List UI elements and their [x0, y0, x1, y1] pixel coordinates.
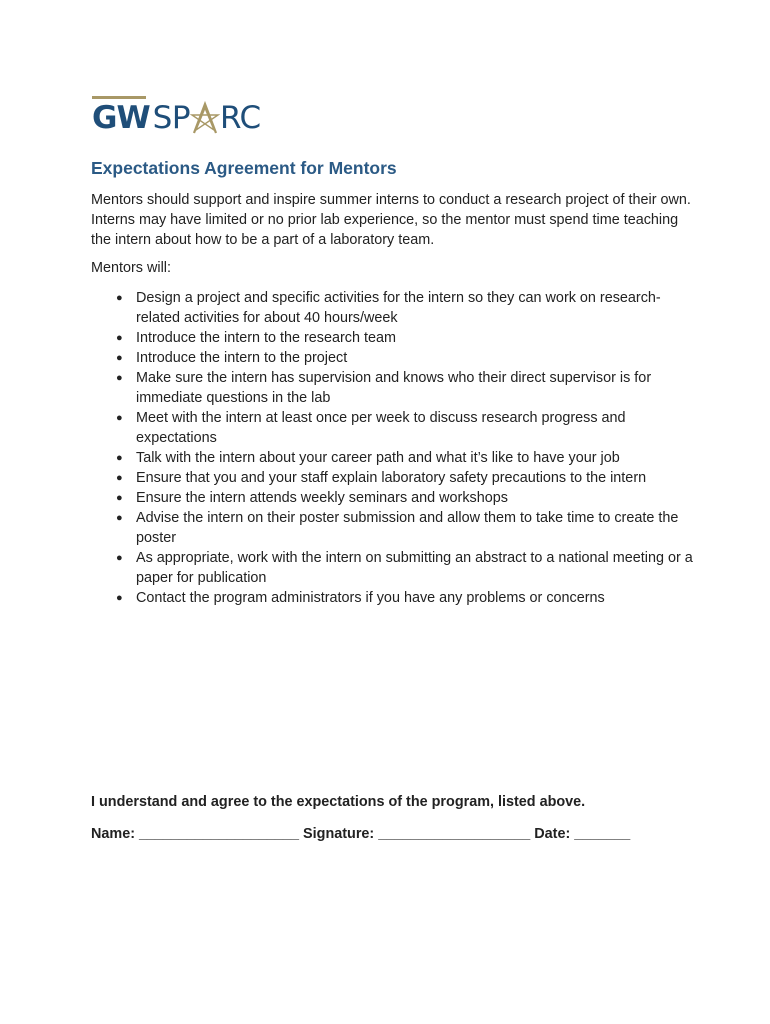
- bullet-icon: ●: [116, 592, 123, 604]
- list-item: [91, 328, 701, 348]
- list-item: [91, 368, 701, 408]
- bullet-icon: ●: [116, 292, 123, 304]
- agreement-statement: I understand and agree to the expectations of the program, listed above.: [91, 794, 586, 810]
- logo-sp-text: SP: [152, 100, 191, 136]
- list-item: [91, 408, 701, 448]
- list-item-text: Ensure the intern attends weekly seminars and workshops: [136, 490, 508, 506]
- expectations-list: [91, 288, 701, 608]
- bullet-icon: ●: [116, 472, 123, 484]
- list-item: [91, 448, 701, 468]
- signature-fields[interactable]: Name: ____________________ Signature: ___________________ Date: _______: [91, 826, 631, 842]
- list-item: [91, 488, 701, 508]
- bullet-icon: ●: [116, 352, 123, 364]
- list-item-text: Introduce the intern to the research team: [136, 330, 396, 346]
- list-item: [91, 508, 701, 548]
- list-item-text: Talk with the intern about your career path and what it’s like to have your job: [136, 450, 620, 466]
- list-item: [91, 348, 701, 368]
- list-item-text: Meet with the intern at least once per week to discuss research progress and expectations: [136, 410, 626, 446]
- list-item-text: Introduce the intern to the project: [136, 350, 348, 366]
- list-item: [91, 468, 701, 488]
- logo-wordmark: [92, 100, 261, 136]
- list-item: [91, 588, 701, 608]
- list-item-text: Contact the program administrators if you have any problems or concerns: [136, 590, 605, 606]
- logo-accent-bar: [92, 96, 146, 99]
- list-item-text: Design a project and specific activities for the intern so they can work on research-related activities for about 40 hours/week: [136, 290, 661, 326]
- list-item-text: Make sure the intern has supervision and knows who their direct supervisor is for immediate questions in the lab: [136, 370, 652, 406]
- bullet-icon: ●: [116, 512, 123, 524]
- mentors-will-heading: Mentors will:: [91, 260, 171, 276]
- page-title: Expectations Agreement for Mentors: [91, 158, 397, 178]
- logo-gw-text: GW: [92, 100, 150, 136]
- list-item-text: As appropriate, work with the intern on submitting an abstract to a national meeting or a paper for publication: [136, 550, 693, 586]
- bullet-icon: ●: [116, 492, 123, 504]
- bullet-icon: ●: [116, 332, 123, 344]
- list-item-text: Ensure that you and your staff explain laboratory safety precautions to the intern: [136, 470, 647, 486]
- gw-sparc-logo: [92, 96, 272, 140]
- intro-paragraph: Mentors should support and inspire summer interns to conduct a research project of their own. Interns may have limited or no prior lab experience, so the mentor must spend time teaching the intern about how to be a part of a laboratory team.: [91, 192, 691, 248]
- bullet-icon: ●: [116, 412, 123, 424]
- star-a-icon: [190, 101, 220, 135]
- list-item: [91, 548, 701, 588]
- list-item: [91, 288, 701, 328]
- list-item-text: Advise the intern on their poster submission and allow them to take time to create the poster: [136, 510, 679, 546]
- bullet-icon: ●: [116, 552, 123, 564]
- logo-rc-text: RC: [220, 100, 261, 136]
- bullet-icon: ●: [116, 452, 123, 464]
- bullet-icon: ●: [116, 372, 123, 384]
